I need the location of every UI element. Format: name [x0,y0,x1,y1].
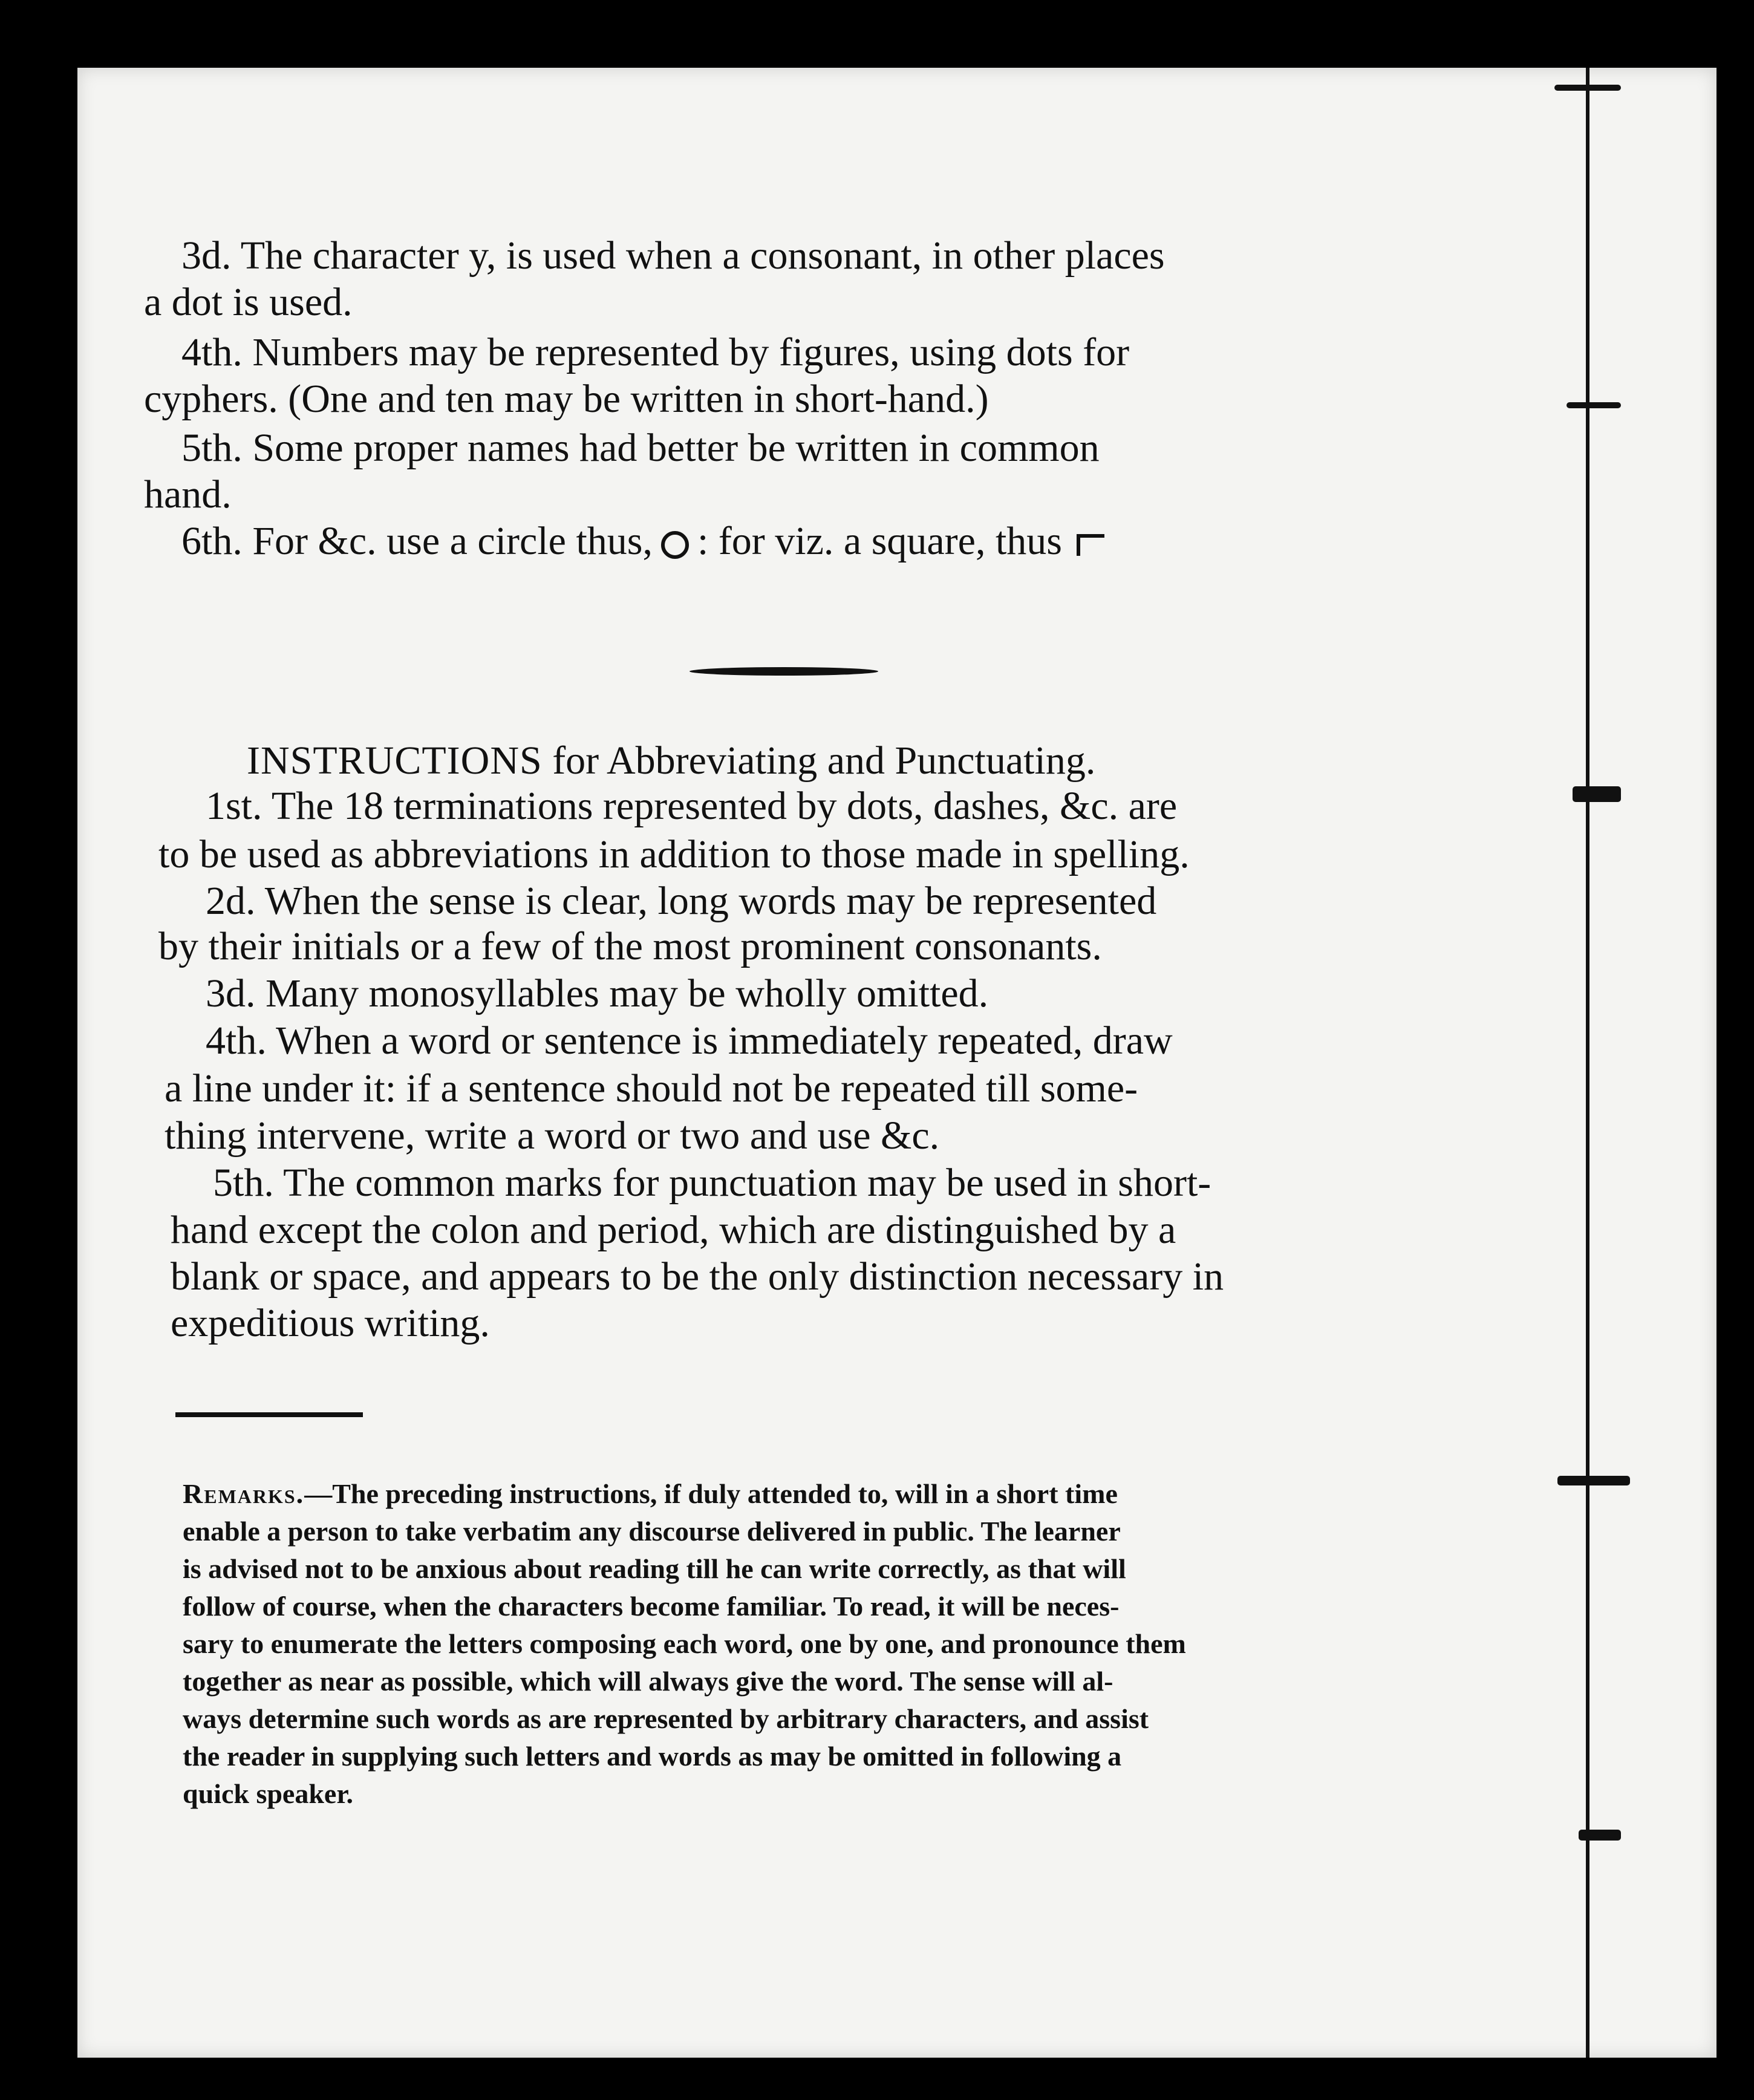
rule-line-4th [206,1018,1173,1064]
text: 2d. When the sense is clear, long words may be represented [206,879,1157,923]
remarks-line [183,1515,1121,1547]
text: hand. [144,472,232,517]
heading-caps: INSTRUCTIONS [247,739,543,783]
text: sary to enumerate the letters composing each word, one by one, and pronounce them [183,1628,1186,1659]
text: the reader in supplying such letters and words as may be omitted in following a [183,1741,1122,1772]
remarks-line [183,1590,1119,1622]
remarks-line [183,1778,353,1810]
rule-line-3d [206,971,988,1017]
text: is advised not to be anxious about reading till he can write correctly, as that will [183,1553,1126,1584]
text: : for viz. a square, thus [697,519,1062,563]
text: 6th. For &c. use a circle thus, [181,519,653,563]
remarks-line [183,1703,1149,1735]
text: together as near as possible, which will always give the word. The sense will al- [183,1666,1113,1697]
rule-line [165,1066,1138,1112]
rule-line-4th [181,330,1129,376]
binding-mark [1554,85,1621,91]
text: quick speaker. [183,1778,354,1809]
rule-line-5th [181,425,1100,471]
text: hand except the colon and period, which are distinguished by a [171,1208,1176,1252]
text: cyphers. (One and ten may be written in short-hand.) [144,377,989,421]
binding-rule [1586,68,1589,2058]
rule-line-2d [206,878,1156,924]
text: to be used as abbreviations in addition to those made in spelling. [158,832,1190,876]
rule-line [171,1207,1176,1253]
remarks-line [183,1553,1126,1585]
text: —The preceding instructions, if duly attended to, will in a short time [304,1478,1118,1509]
text: 5th. The common marks for punctuation may be used in short- [213,1161,1211,1205]
text: 1st. The 18 terminations represented by dots, dashes, &c. are [206,784,1178,828]
binding-mark [1567,402,1621,408]
heading-rest: for Abbreviating and Punctuating. [542,739,1096,783]
text: enable a person to take verbatim any discourse delivered in public. The learner [183,1516,1121,1547]
text: 5th. Some proper names had better be written in common [181,426,1100,470]
rule-line [144,376,989,422]
rule-line [171,1254,1224,1300]
rule-line-1st [206,783,1177,829]
rule-line-5th [213,1160,1211,1206]
rule-line [158,924,1102,970]
rule-line [144,472,232,518]
binding-mark [1573,786,1621,802]
rule-line [171,1300,490,1346]
text: a line under it: if a sentence should not be repeated till some- [165,1066,1138,1110]
rule-line [165,1113,939,1159]
text: ways determine such words as are represented by arbitrary characters, and assist [183,1703,1149,1734]
text: expeditious writing. [171,1301,490,1345]
text: 4th. When a word or sentence is immediately repeated, draw [206,1019,1173,1063]
section-divider [175,1412,363,1417]
binding-mark [1579,1830,1621,1841]
rule-line [158,832,1190,878]
remarks-line [183,1665,1113,1697]
remarks-label: Remarks. [183,1478,305,1509]
text: 4th. Numbers may be represented by figures, using dots for [181,330,1130,374]
section-heading [247,738,1095,784]
remarks-line [183,1740,1121,1772]
square-symbol-icon [1077,534,1104,556]
rule-line-6th [181,518,1104,564]
remarks-line [183,1478,1118,1510]
binding-mark [1557,1476,1630,1485]
text: thing intervene, write a word or two and use &c. [165,1114,940,1158]
text: follow of course, when the characters become familiar. To read, it will be neces- [183,1591,1120,1622]
circle-symbol-icon [661,531,689,559]
ornamental-dash [690,667,878,676]
text: blank or space, and appears to be the only distinction necessary in [171,1254,1224,1299]
text: 3d. Many monosyllables may be wholly omitted. [206,971,989,1016]
text: a dot is used. [144,280,353,324]
text: 3d. The character y, is used when a consonant, in other places [181,233,1165,278]
remarks-line [183,1628,1186,1660]
text: by their initials or a few of the most prominent consonants. [158,924,1102,968]
rule-line-3d [181,233,1165,279]
rule-line [144,279,353,325]
